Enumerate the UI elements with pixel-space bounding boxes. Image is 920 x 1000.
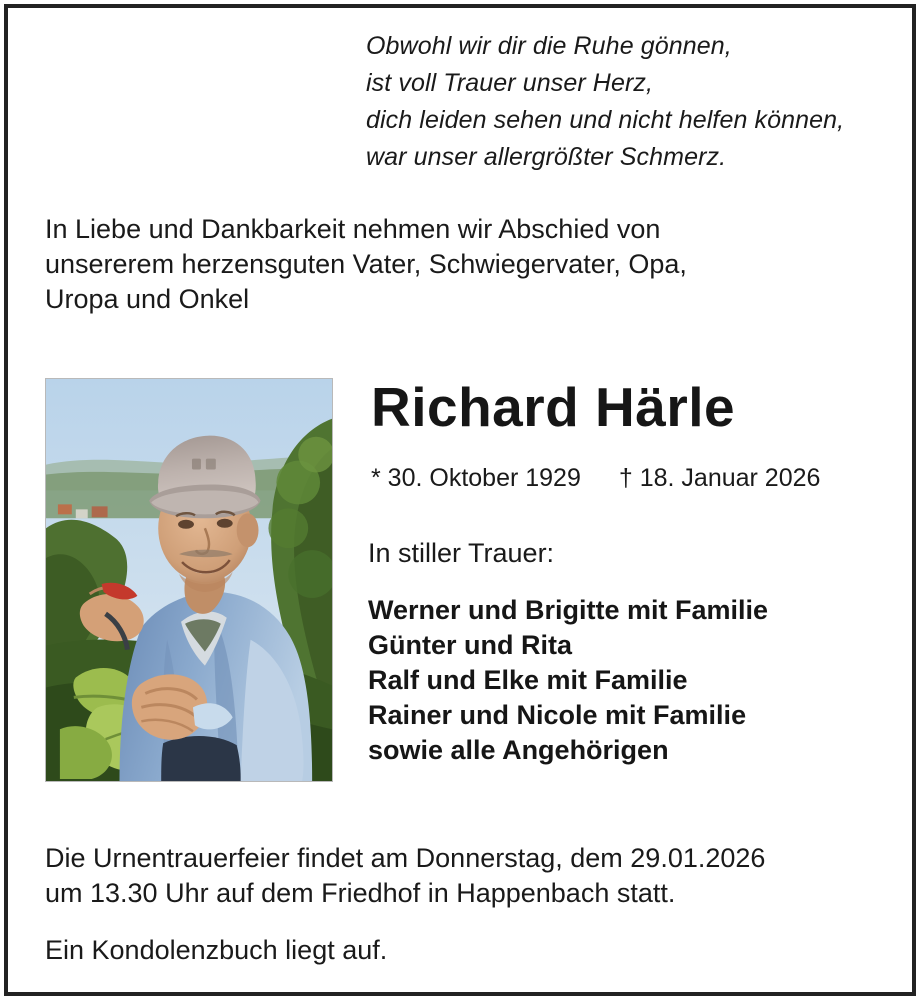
funeral-line-1: Die Urnentrauerfeier findet am Donnerstag, dem 29.01.2026 xyxy=(45,843,766,873)
obituary-content xyxy=(8,8,912,992)
portrait-photo-image xyxy=(46,379,332,781)
life-dates xyxy=(371,463,820,493)
memorial-verse xyxy=(366,28,844,176)
obituary-notice-frame xyxy=(4,4,916,996)
verse-line-4: war unser allergrößter Schmerz. xyxy=(366,143,727,171)
mourner-line: Ralf und Elke mit Familie xyxy=(368,665,688,695)
verse-line-3: dich leiden sehen und nicht helfen können, xyxy=(366,106,845,134)
mourner-line: Werner und Brigitte mit Familie xyxy=(368,595,769,625)
mourner-line: sowie alle Angehörigen xyxy=(368,735,669,765)
funeral-details xyxy=(45,841,895,911)
mourners-label: In stiller Trauer: xyxy=(368,538,555,568)
dedication-line-3: Uropa und Onkel xyxy=(45,284,250,314)
verse-line-1: Obwohl wir dir die Ruhe gönnen, xyxy=(366,32,732,60)
mourners-list xyxy=(368,593,768,768)
mourner-line: Rainer und Nicole mit Familie xyxy=(368,700,747,730)
condolence-book-note: Ein Kondolenzbuch liegt auf. xyxy=(45,935,388,965)
dedication-line-2: unsererem herzensguten Vater, Schwiegervater, Opa, xyxy=(45,249,687,279)
verse-line-2: ist voll Trauer unser Herz, xyxy=(366,69,654,97)
death-date: † 18. Januar 2026 xyxy=(618,464,821,492)
mourner-line: Günter und Rita xyxy=(368,630,572,660)
dedication-line-1: In Liebe und Dankbarkeit nehmen wir Abschied von xyxy=(45,214,661,244)
dedication-text xyxy=(45,212,845,317)
deceased-name: Richard Härle xyxy=(371,376,736,438)
funeral-line-2: um 13.30 Uhr auf dem Friedhof in Happenbach statt. xyxy=(45,878,676,908)
birth-date: * 30. Oktober 1929 xyxy=(371,464,581,492)
portrait-photo xyxy=(45,378,333,782)
